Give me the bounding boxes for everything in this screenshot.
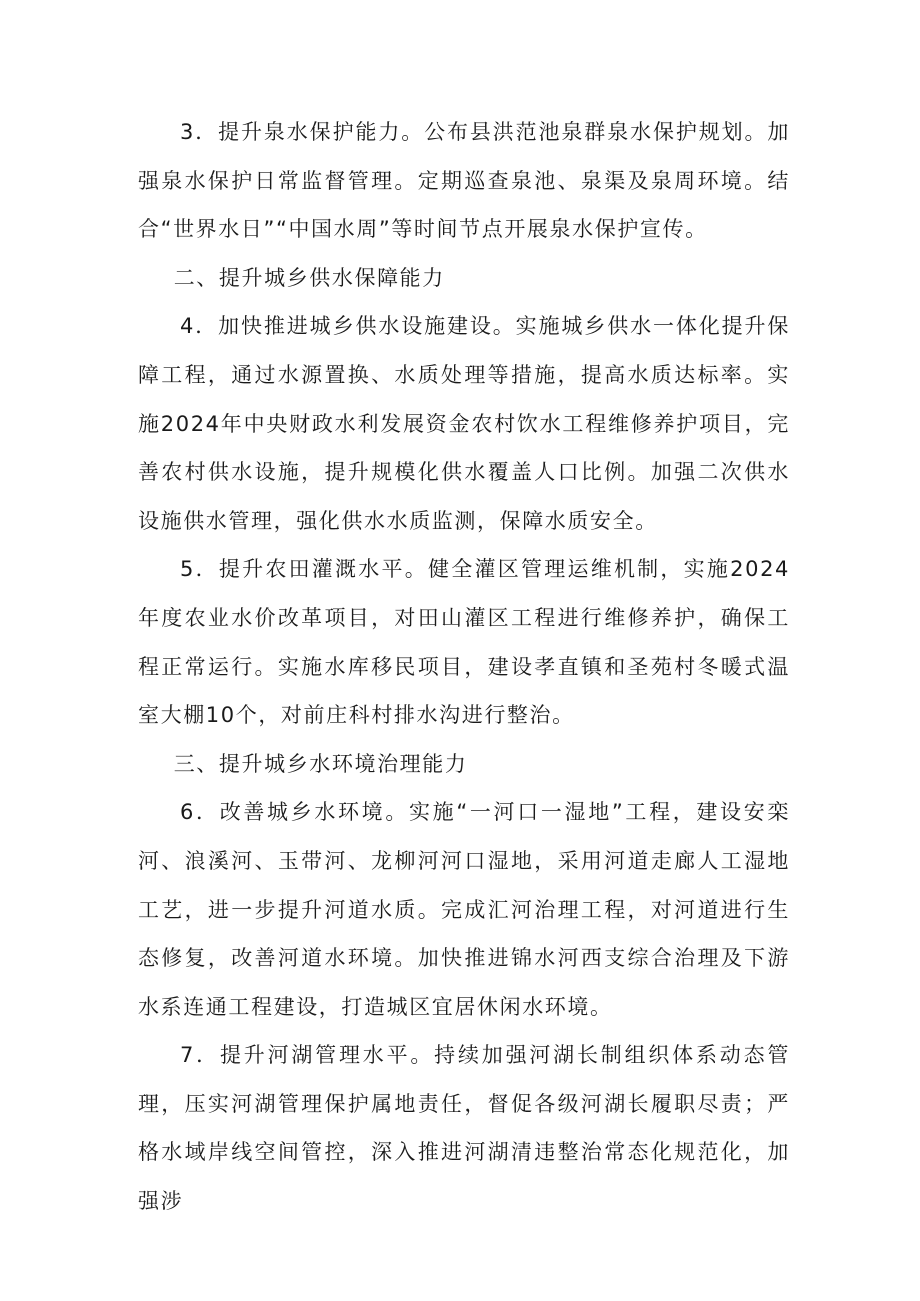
paragraph-item-3: 3．提升泉水保护能力。公布县洪范池泉群泉水保护规划。加强泉水保护日常监督管理。定期巡查泉池、泉渠及泉周环境。结合“世界水日”“中国水周”等时间节点开展泉水保护宣传。 xyxy=(138,120,790,242)
paragraph-item-6: 6．改善城乡水环境。实施“一河口一湿地”工程，建设安栾河、浪溪河、玉带河、龙柳河河口湿地，采用河道走廊人工湿地工艺，进一步提升河道水质。完成汇河治理工程，对河道进行生态修复，改善河道水环境。加快推进锦水河西支综合治理及下游水系连通工程建设，打造城区宜居休闲水环境。 xyxy=(138,800,790,1019)
document-body xyxy=(138,108,790,1226)
section-heading-3: 三、提升城乡水环境治理能力 xyxy=(173,751,468,776)
section-heading-2: 二、提升城乡供水保障能力 xyxy=(173,265,445,290)
paragraph-item-5: 5．提升农田灌溉水平。健全灌区管理运维机制，实施2024年度农业水价改革项目，对田山灌区工程进行维修养护，确保工程正常运行。实施水库移民项目，建设孝直镇和圣苑村冬暖式温室大棚10个，对前庄科村排水沟进行整治。 xyxy=(138,557,790,728)
paragraph-item-7: 7．提升河湖管理水平。持续加强河湖长制组织体系动态管理，压实河湖管理保护属地责任，督促各级河湖长履职尽责；严格水域岸线空间管控，深入推进河湖清违整治常态化规范化，加强涉 xyxy=(138,1043,790,1214)
paragraph-item-4: 4．加快推进城乡供水设施建设。实施城乡供水一体化提升保障工程，通过水源置换、水质处理等措施，提高水质达标率。实施2024年中央财政水利发展资金农村饮水工程维修养护项目，完善农村供水设施，提升规模化供水覆盖人口比例。加强二次供水设施供水管理，强化供水水质监测，保障水质安全。 xyxy=(138,314,790,533)
